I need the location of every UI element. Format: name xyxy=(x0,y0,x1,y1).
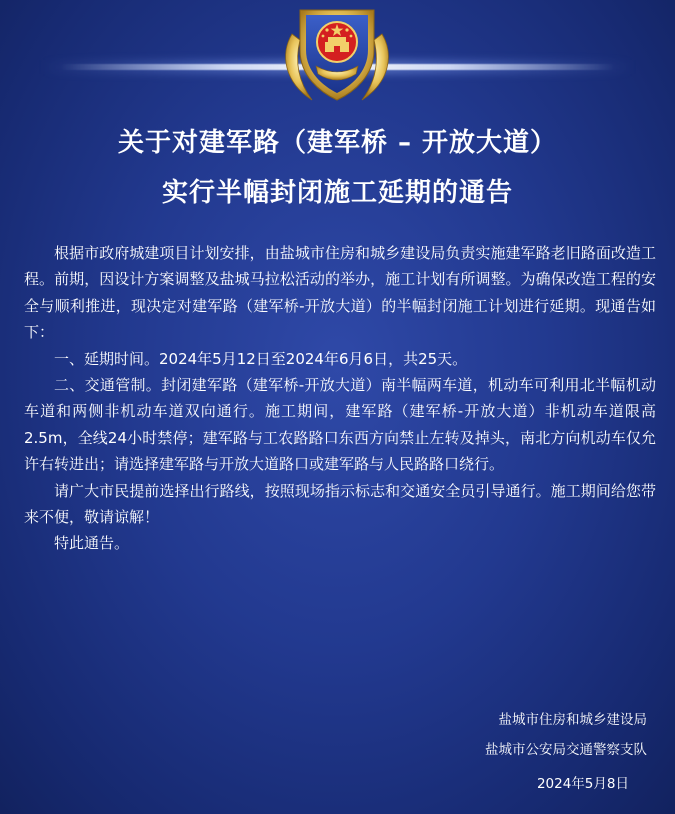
notice-date: 2024年5月8日 xyxy=(536,776,629,792)
paragraph-intro: 根据市政府城建项目计划安排，由盐城市住房和城乡建设局负责实施建军路老旧路面改造工程。前期，因设计方案调整及盐城马拉松活动的举办，施工计划有所调整。为确保改造工程的安全与顺利推进，现决定对建军路（建军桥-开放大道）的半幅封闭施工计划进行延期。现通告如下： xyxy=(24,244,656,342)
signature-housing-bureau: 盐城市住房和城乡建设局 xyxy=(498,712,647,728)
notice-title-line2: 实行半幅封闭施工延期的通告 xyxy=(161,178,513,208)
paragraph-traffic-control: 二、交通管制。封闭建军路（建军桥-开放大道）南半幅两车道，机动车可利用北半幅机动车道和两侧非机动车道双向通行。施工期间，建军路（建军桥-开放大道）非机动车道限高2.5m，全线24小时禁停；建军路与工农路路口东西方向禁止左转及掉头，南北方向机动车仅允许右转进出；请选择建军路与开放大道路口或建军路与人民路路口绕行。 xyxy=(24,376,656,474)
paragraph-public-notice: 请广大市民提前选择出行路线，按照现场指示标志和交通安全员引导通行。施工期间给您带来不便，敬请谅解！ xyxy=(24,481,656,527)
notice-title-line1: 关于对建军路（建军桥 – 开放大道） xyxy=(117,128,558,158)
notice-body xyxy=(24,240,656,557)
paragraph-closing: 特此通告。 xyxy=(54,534,130,553)
paragraph-extension-period: 一、延期时间。2024年5月12日至2024年6月6日，共25天。 xyxy=(54,349,468,368)
police-emblem-icon xyxy=(270,4,404,108)
signature-traffic-police: 盐城市公安局交通警察支队 xyxy=(485,742,647,758)
